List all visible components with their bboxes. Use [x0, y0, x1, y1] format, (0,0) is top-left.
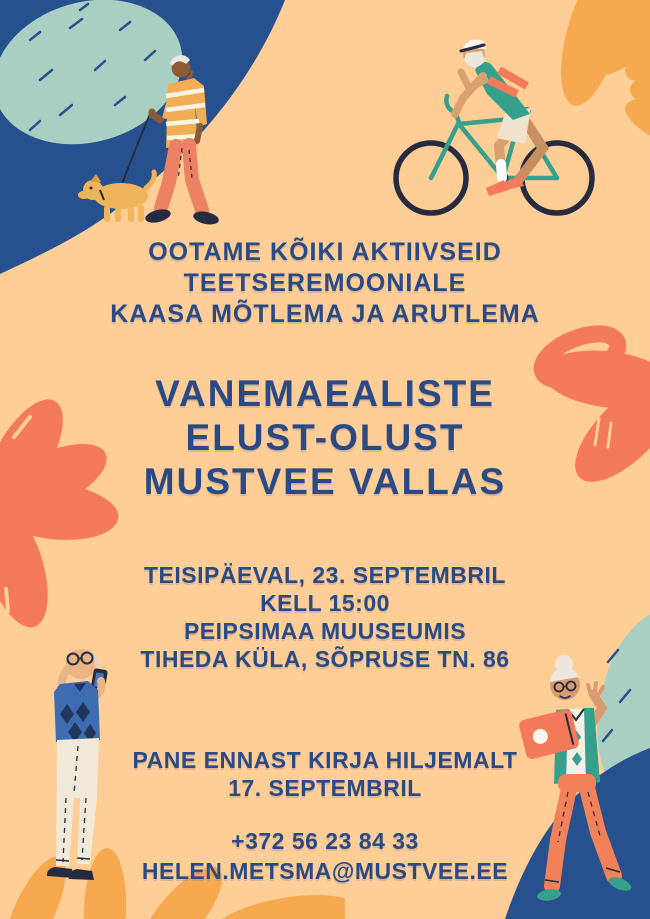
senior-cyclist-illustration	[385, 28, 597, 220]
registration-note	[0, 746, 650, 802]
title-line-1: VANEMAEALISTE	[155, 373, 495, 414]
event-details	[0, 561, 650, 673]
contact-info	[0, 826, 650, 886]
intro-line-2: TEETSEREMOONIALE	[183, 269, 467, 297]
senior-walking-dog-illustration	[76, 44, 241, 229]
registration-deadline: 17. SEPTEMBRIL	[228, 775, 422, 801]
event-venue: PEIPSIMAA MUUSEUMIS	[183, 618, 467, 644]
registration-line-1: PANE ENNAST KIRJA HILJEMALT	[132, 747, 518, 773]
intro-line-1: OOTAME KÕIKI AKTIIVSEID	[148, 238, 502, 266]
main-title	[0, 372, 650, 504]
contact-email: HELEN.METSMA@MUSTVEE.EE	[141, 858, 509, 884]
intro-line-3: KAASA MÕTLEMA JA ARUTLEMA	[110, 300, 540, 328]
title-line-2: ELUST-OLUST	[185, 417, 465, 458]
walking-person	[144, 55, 220, 227]
dog-icon	[78, 172, 154, 222]
event-address: TIHEDA KÜLA, SÕPRUSE TN. 86	[140, 646, 510, 672]
title-line-3: MUSTVEE VALLAS	[143, 461, 507, 502]
bicycle-icon	[396, 96, 592, 213]
event-date: TEISIPÄEVAL, 23. SEPTEMBRIL	[144, 562, 506, 588]
event-time: KELL 15:00	[260, 590, 390, 616]
contact-phone: +372 56 23 84 33	[231, 828, 419, 854]
intro-heading	[0, 237, 650, 330]
